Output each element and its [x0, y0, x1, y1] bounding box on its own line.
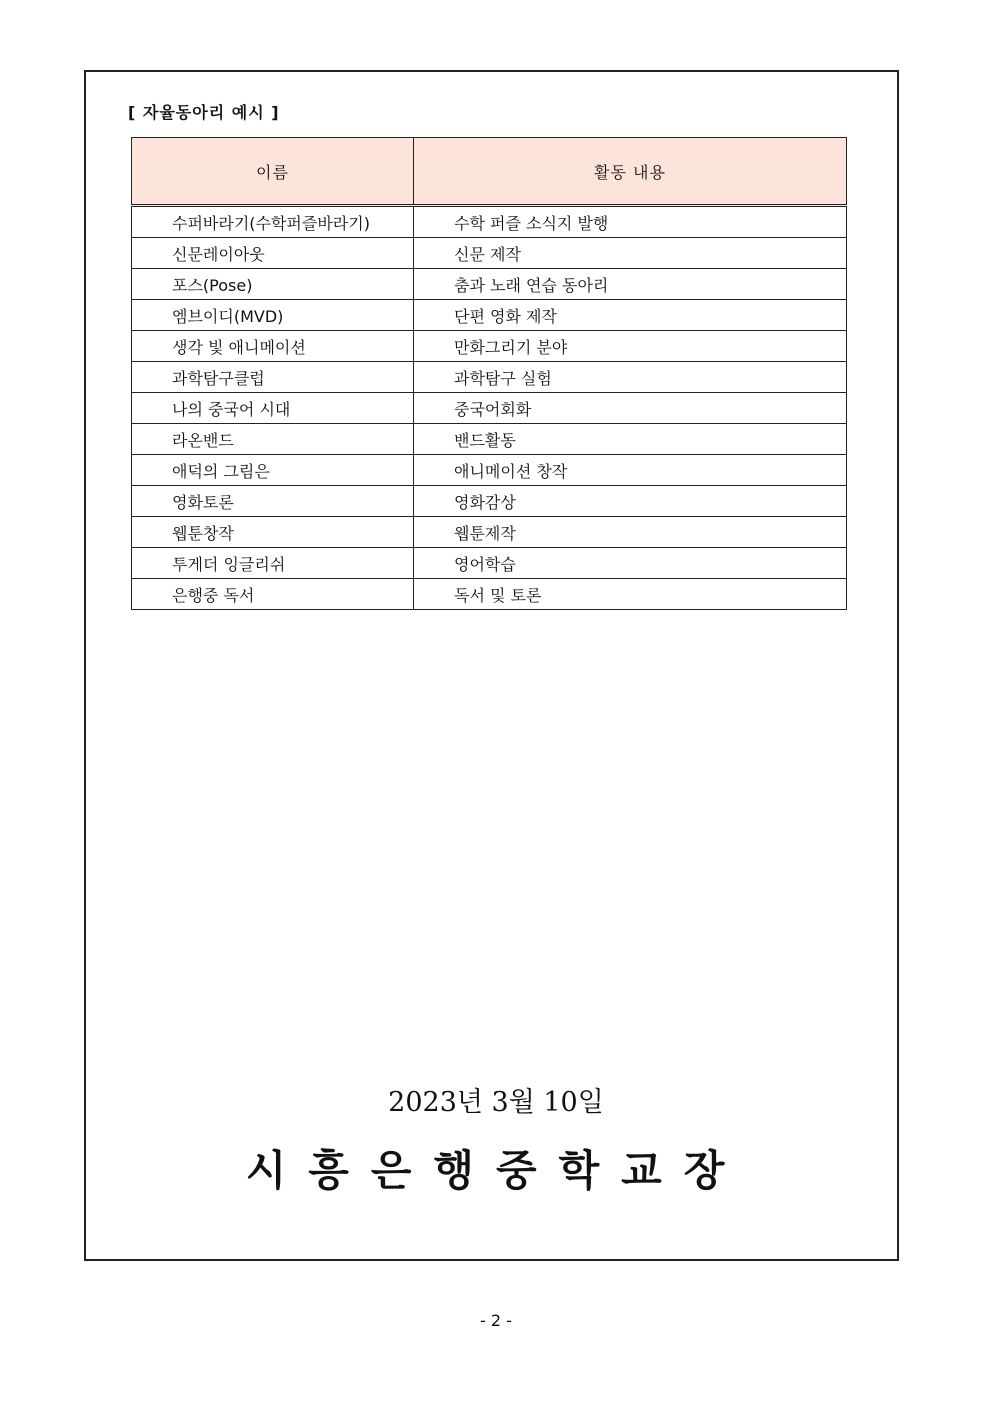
club-name: 엠브이디(MVD)	[132, 300, 414, 331]
club-name: 과학탐구클럽	[132, 362, 414, 393]
club-activity: 영화감상	[414, 486, 847, 517]
club-name: 애덕의 그림은	[132, 455, 414, 486]
table-row	[132, 486, 847, 517]
club-name: 생각 빛 애니메이션	[132, 331, 414, 362]
table-header-row	[132, 138, 847, 206]
table-row	[132, 300, 847, 331]
table-row	[132, 393, 847, 424]
club-activity: 춤과 노래 연습 동아리	[414, 269, 847, 300]
club-activity: 밴드활동	[414, 424, 847, 455]
club-activity: 수학 퍼즐 소식지 발행	[414, 206, 847, 238]
table-row	[132, 424, 847, 455]
club-name: 포스(Pose)	[132, 269, 414, 300]
club-examples-table	[131, 137, 847, 610]
club-activity: 중국어회화	[414, 393, 847, 424]
table-row	[132, 455, 847, 486]
page-number: - 2 -	[480, 1311, 512, 1330]
header-activity: 활동 내용	[414, 138, 847, 206]
club-activity: 단편 영화 제작	[414, 300, 847, 331]
table-row	[132, 331, 847, 362]
table-row	[132, 517, 847, 548]
club-activity: 독서 및 토론	[414, 579, 847, 610]
club-name: 라온밴드	[132, 424, 414, 455]
header-name: 이름	[132, 138, 414, 206]
principal-signature-line: 시흥은행중학교장	[245, 1146, 747, 1195]
table-row	[132, 362, 847, 393]
club-activity: 영어학습	[414, 548, 847, 579]
section-title: [ 자율동아리 예시 ]	[128, 103, 280, 122]
club-name: 투게더 잉글리쉬	[132, 548, 414, 579]
table-row	[132, 238, 847, 269]
club-activity: 웹툰제작	[414, 517, 847, 548]
club-name: 웹툰창작	[132, 517, 414, 548]
table-body	[132, 206, 847, 610]
club-activity: 신문 제작	[414, 238, 847, 269]
club-activity: 애니메이션 창작	[414, 455, 847, 486]
club-name: 수퍼바라기(수학퍼즐바라기)	[132, 206, 414, 238]
table-row	[132, 579, 847, 610]
table-row	[132, 548, 847, 579]
club-activity: 만화그리기 분야	[414, 331, 847, 362]
table-row	[132, 269, 847, 300]
document-date: 2023년 3월 10일	[388, 1087, 604, 1118]
club-name: 영화토론	[132, 486, 414, 517]
club-name: 신문레이아웃	[132, 238, 414, 269]
club-activity: 과학탐구 실험	[414, 362, 847, 393]
table-row	[132, 206, 847, 238]
club-name: 은행중 독서	[132, 579, 414, 610]
club-name: 나의 중국어 시대	[132, 393, 414, 424]
